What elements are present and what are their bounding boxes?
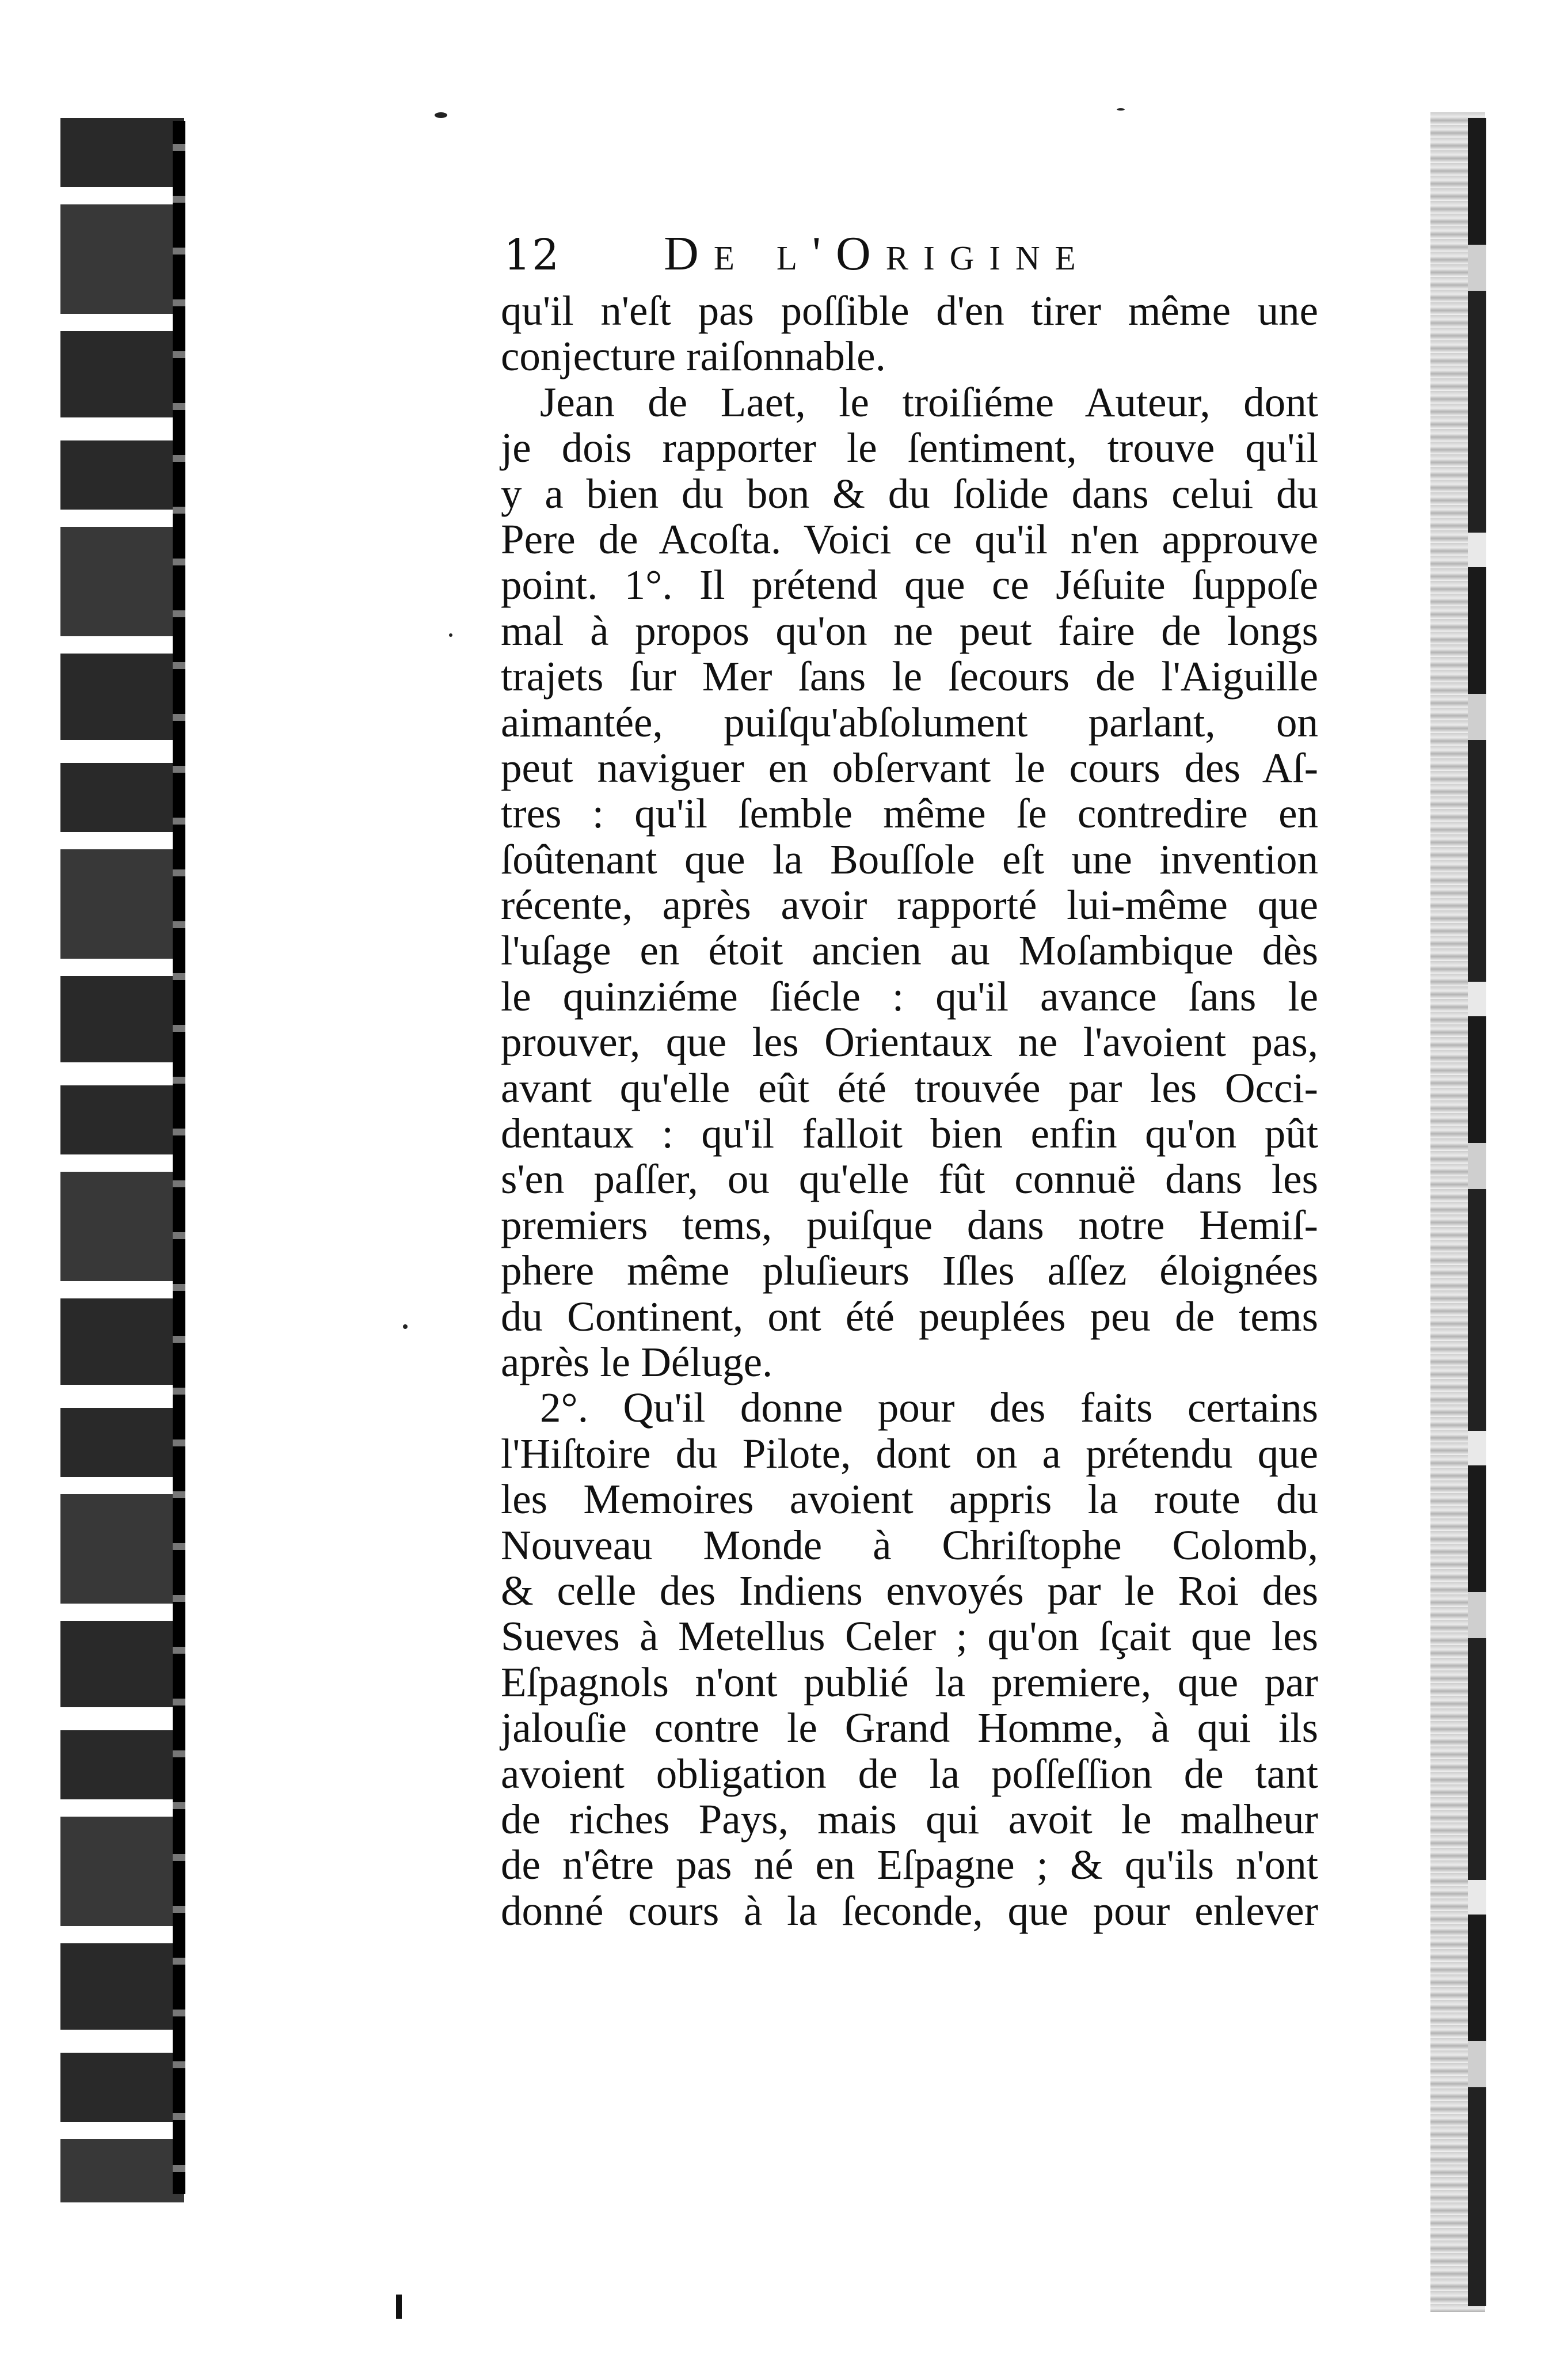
text-line: Eſpagnols n'ont publié la premiere, que par: [501, 1658, 1318, 1706]
text-line: je dois rapporter le ſentiment, trouve qu'il: [501, 424, 1318, 472]
text-line: ſoûtenant que la Bouſſole eſt une invention: [501, 835, 1318, 883]
text-line: avoient obligation de la poſſeſſion de tant: [501, 1750, 1318, 1797]
text-line: l'Hiſtoire du Pilote, dont on a prétendu que: [501, 1430, 1318, 1477]
text-line: après le Déluge.: [501, 1338, 773, 1385]
text-line: peut naviguer en obſervant le cours des Aſ-: [501, 744, 1318, 791]
left-page-edge: [60, 118, 184, 2202]
left-binding-strip: [173, 121, 185, 2194]
text-line: du Continent, ont été peuplées peu de tems: [501, 1293, 1318, 1340]
text-line: y a bien du bon & du ſolide dans celui du: [501, 470, 1318, 517]
text-line: Jean de Laet, le troiſiéme Auteur, dont: [540, 378, 1318, 426]
text-line: avant qu'elle eût été trouvée par les Occi-: [501, 1064, 1318, 1111]
ink-mark: [396, 2295, 402, 2319]
page-number: 12: [504, 230, 561, 280]
text-line: le quinziéme ſiécle : qu'il avance ſans le: [501, 973, 1318, 1020]
text-line: qu'il n'eſt pas poſſible d'en tirer même une: [501, 287, 1318, 334]
text-line: prouver, que les Orientaux ne l'avoient pas,: [501, 1019, 1318, 1066]
text-line: Nouveau Monde à Chriſtophe Colomb,: [501, 1521, 1318, 1568]
text-line: Sueves à Metellus Celer ; qu'on ſçait que les: [501, 1613, 1318, 1660]
text-line: premiers tems, puiſque dans notre Hemiſ-: [501, 1201, 1318, 1248]
text-line: tres : qu'il ſemble même ſe contredire en: [501, 790, 1318, 837]
ink-speck: [449, 633, 452, 637]
running-head: [504, 226, 1091, 289]
text-line: dentaux : qu'il falloit bien enfin qu'on pût: [501, 1110, 1318, 1157]
text-line: aimantée, puiſqu'abſolument parlant, on: [501, 698, 1318, 746]
body-text: [501, 288, 1318, 1934]
running-title: De l'Origine: [664, 227, 1091, 280]
right-binding-strip: [1468, 118, 1486, 2306]
text-line: trajets ſur Mer ſans le ſecours de l'Aiguille: [501, 653, 1318, 700]
text-line: l'uſage en étoit ancien au Moſambique dès: [501, 927, 1318, 974]
text-line: conjecture raiſonnable.: [501, 333, 886, 380]
ink-speck: [1117, 108, 1125, 111]
text-line: récente, après avoir rapporté lui-même que: [501, 882, 1318, 929]
text-line: phere même pluſieurs Iſles aſſez éloignées: [501, 1247, 1318, 1294]
ink-speck: [403, 1324, 408, 1329]
ink-speck: [435, 112, 447, 118]
text-line: jalouſie contre le Grand Homme, à qui ils: [501, 1704, 1318, 1752]
text-line: de riches Pays, mais qui avoit le malheur: [501, 1795, 1318, 1843]
text-line: Pere de Acoſta. Voici ce qu'il n'en approuve: [501, 515, 1318, 563]
text-line: les Memoires avoient appris la route du: [501, 1476, 1318, 1523]
text-line: & celle des Indiens envoyés par le Roi des: [501, 1567, 1318, 1614]
text-line: s'en paſſer, ou qu'elle fût connuë dans les: [501, 1156, 1318, 1203]
text-line: mal à propos qu'on ne peut faire de longs: [501, 607, 1318, 654]
text-line: de n'être pas né en Eſpagne ; & qu'ils n'ont: [501, 1841, 1318, 1889]
text-line: point. 1°. Il prétend que ce Jéſuite ſuppoſe: [501, 561, 1318, 609]
text-line: donné cours à la ſeconde, que pour enlever: [501, 1887, 1318, 1934]
text-line: 2°. Qu'il donne pour des faits certains: [540, 1384, 1318, 1431]
